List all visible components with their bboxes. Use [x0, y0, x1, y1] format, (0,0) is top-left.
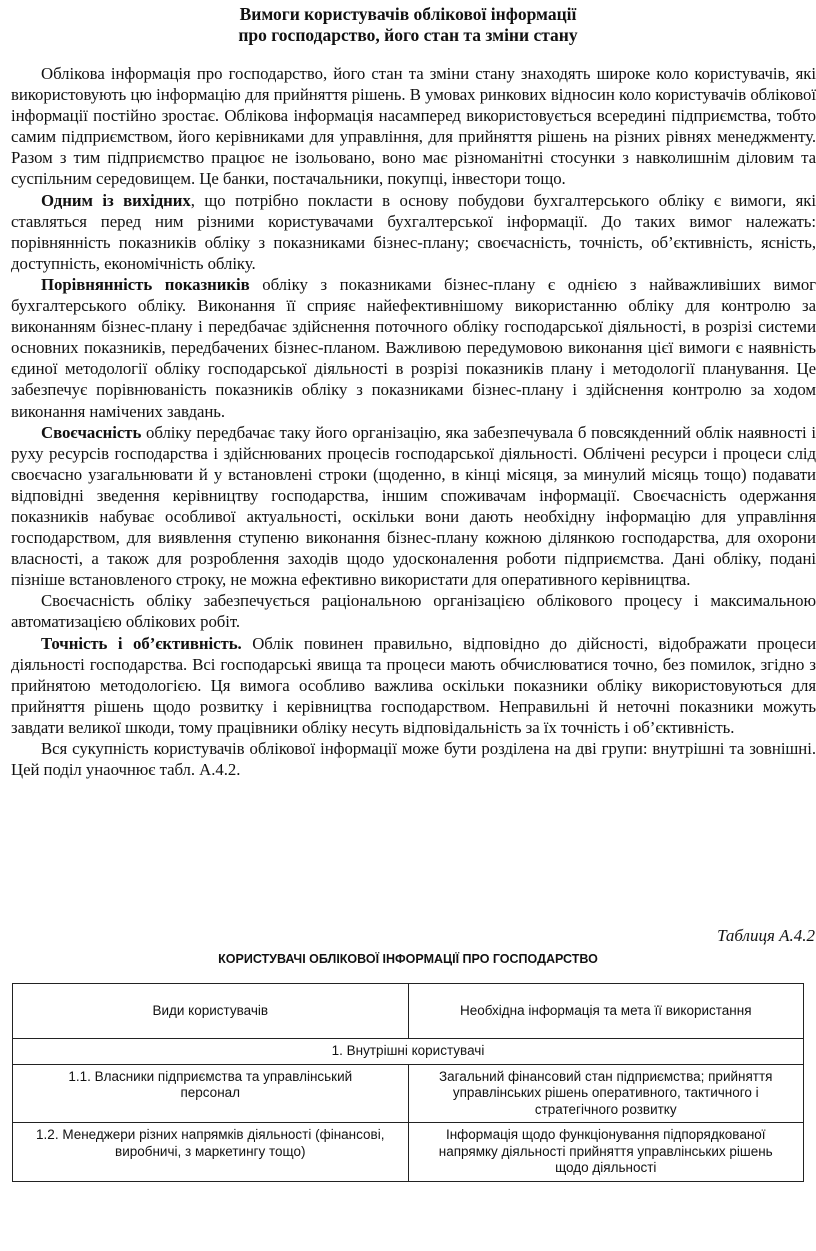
table-caption: Таблиця А.4.2	[717, 926, 815, 945]
paragraph	[11, 738, 816, 780]
paragraph-text: обліку з показниками бізнес-плану є однією з найважливіших вимог бухгалтерського обліку. Виконання її сприяє найефективнішому використанню обліку для контролю за виконанням бізнес-плану і передбачає здійснення поточного обліку господарської діяльності, в розрізі системи основних показників, передбачених бізнес-планом. Важливою передумовою виконання цієї вимоги є наявність єдиної методології обліку господарської діяльності в розрізі показників плану і методології планування. Це забезпечує порівнюваність показників обліку з показниками бізнес-плану і здійснення контролю за ходом виконання намічених завдань.	[11, 274, 816, 421]
body-text	[11, 63, 816, 780]
paragraph	[11, 190, 816, 274]
paragraph	[11, 422, 816, 591]
paragraph	[11, 590, 816, 632]
paragraph-bold-lead: Одним із вихідних	[41, 190, 191, 210]
paragraph-text: Облік повинен правильно, відповідно до дійсності, відображати процеси діяльності господарства. Всі господарські явища та процеси мають обчислюватися точно, без помилок, згідно з прийнятою методологією. Ця вимога особливо важлива оскільки показники обліку використовуються для прийняття рішень щодо розвитку і керівництва господарством. Неправильні й неточні показники можуть завдати великої шкоди, тому працівники обліку несуть відповідальність за їх точність і об’єктивність.	[11, 633, 816, 737]
table-row	[13, 1064, 804, 1123]
paragraph-bold-lead: Порівнянність показників	[41, 274, 250, 294]
user-cell: 1.1. Власники підприємства та управлінський персонал	[13, 1064, 409, 1123]
document-title	[0, 4, 816, 46]
title-line-2: про господарство, його стан та зміни стану	[238, 25, 578, 45]
paragraph-text: , що потрібно покласти в основу побудови бухгалтерського обліку є вимоги, які ставляться перед ним різними користувачами бухгалтерської інформації. До таких вимог належать: порівнянність показників обліку з показниками бізнес-плану; своєчасність, точність, об’єктивність, ясність, доступність, економічність обліку.	[11, 190, 816, 273]
header-cell-users: Види користувачів	[13, 984, 409, 1039]
table-section-row	[13, 1039, 804, 1065]
table-row	[13, 1123, 804, 1182]
paragraph	[11, 274, 816, 422]
paragraph-bold-lead: Точність і об’єктивність.	[41, 633, 242, 653]
paragraph	[11, 63, 816, 190]
paragraph-text: Вся сукупність користувачів облікової інформації може бути розділена на дві групи: внутрішні та зовнішні. Цей поділ унаочнює табл. А.4.2.	[11, 739, 816, 780]
paragraph-text: Облікова інформація про господарство, його стан та зміни стану знаходять широке коло користувачів, які використовують цю інформацію для прийняття рішень. В умовах ринкових відносин коло користувачів облікової інформації постійно зростає. Облікова інформація насамперед використовується всередині підприємства, тобто самим підприємством, його керівниками для управління, для прийняття рішень на різних рівнях менеджменту. Разом з тим підприємство працює не ізольовано, воно має різноманітні стосунки з навколишнім діловим та суспільним середовищем. Це банки, постачальники, покупці, інвестори тощо.	[11, 64, 816, 189]
header-cell-info: Необхідна інформація та мета її використання	[408, 984, 804, 1039]
section-cell: 1. Внутрішні користувачі	[13, 1039, 804, 1065]
table-title: КОРИСТУВАЧІ ОБЛІКОВОЇ ІНФОРМАЦІЇ ПРО ГОСПОДАРСТВО	[218, 952, 598, 966]
users-table	[12, 983, 804, 1182]
info-cell: Загальний фінансовий стан підприємства; прийняття управлінських рішень оперативного, тактичного і стратегічного розвитку	[408, 1064, 804, 1123]
title-line-1: Вимоги користувачів облікової інформації	[239, 4, 577, 24]
table-header-row	[13, 984, 804, 1039]
paragraph-text: обліку передбачає таку його організацію, яка забезпечувала б повсякденний облік наявності і руху ресурсів господарства і здійснюваних процесів господарської діяльності. Облічені ресурси і процеси слід своєчасно узагальнювати й у встановлені строки (щоденно, в кінці місяця, за минулий місяць тощо) подавати відповідні зведення керівництву господарства, іншим споживачам інформації. Своєчасність одержання показників набуває особливої актуальності, оскільки вони дають необхідну інформацію для управління господарством, для виявлення ступеню виконання бізнес-плану кожною ділянкою господарства, для охорони власності, а також для розроблення заходів щодо удосконалення роботи підприємства. Дані обліку, подані пізніше встановленого строку, не можна ефективно використати для оперативного керівництва.	[11, 422, 816, 590]
info-cell: Інформація щодо функціонування підпорядкованої напрямку діяльності прийняття управлінських рішень щодо діяльності	[408, 1123, 804, 1182]
user-cell: 1.2. Менеджери різних напрямків діяльності (фінансові, виробничі, з маркетингу тощо)	[13, 1123, 409, 1182]
paragraph-bold-lead: Своєчасність	[41, 422, 142, 442]
paragraph-text: Своєчасність обліку забезпечується раціональною організацією облікового процесу і максимальною автоматизацією облікових робіт.	[11, 591, 816, 632]
paragraph	[11, 633, 816, 738]
